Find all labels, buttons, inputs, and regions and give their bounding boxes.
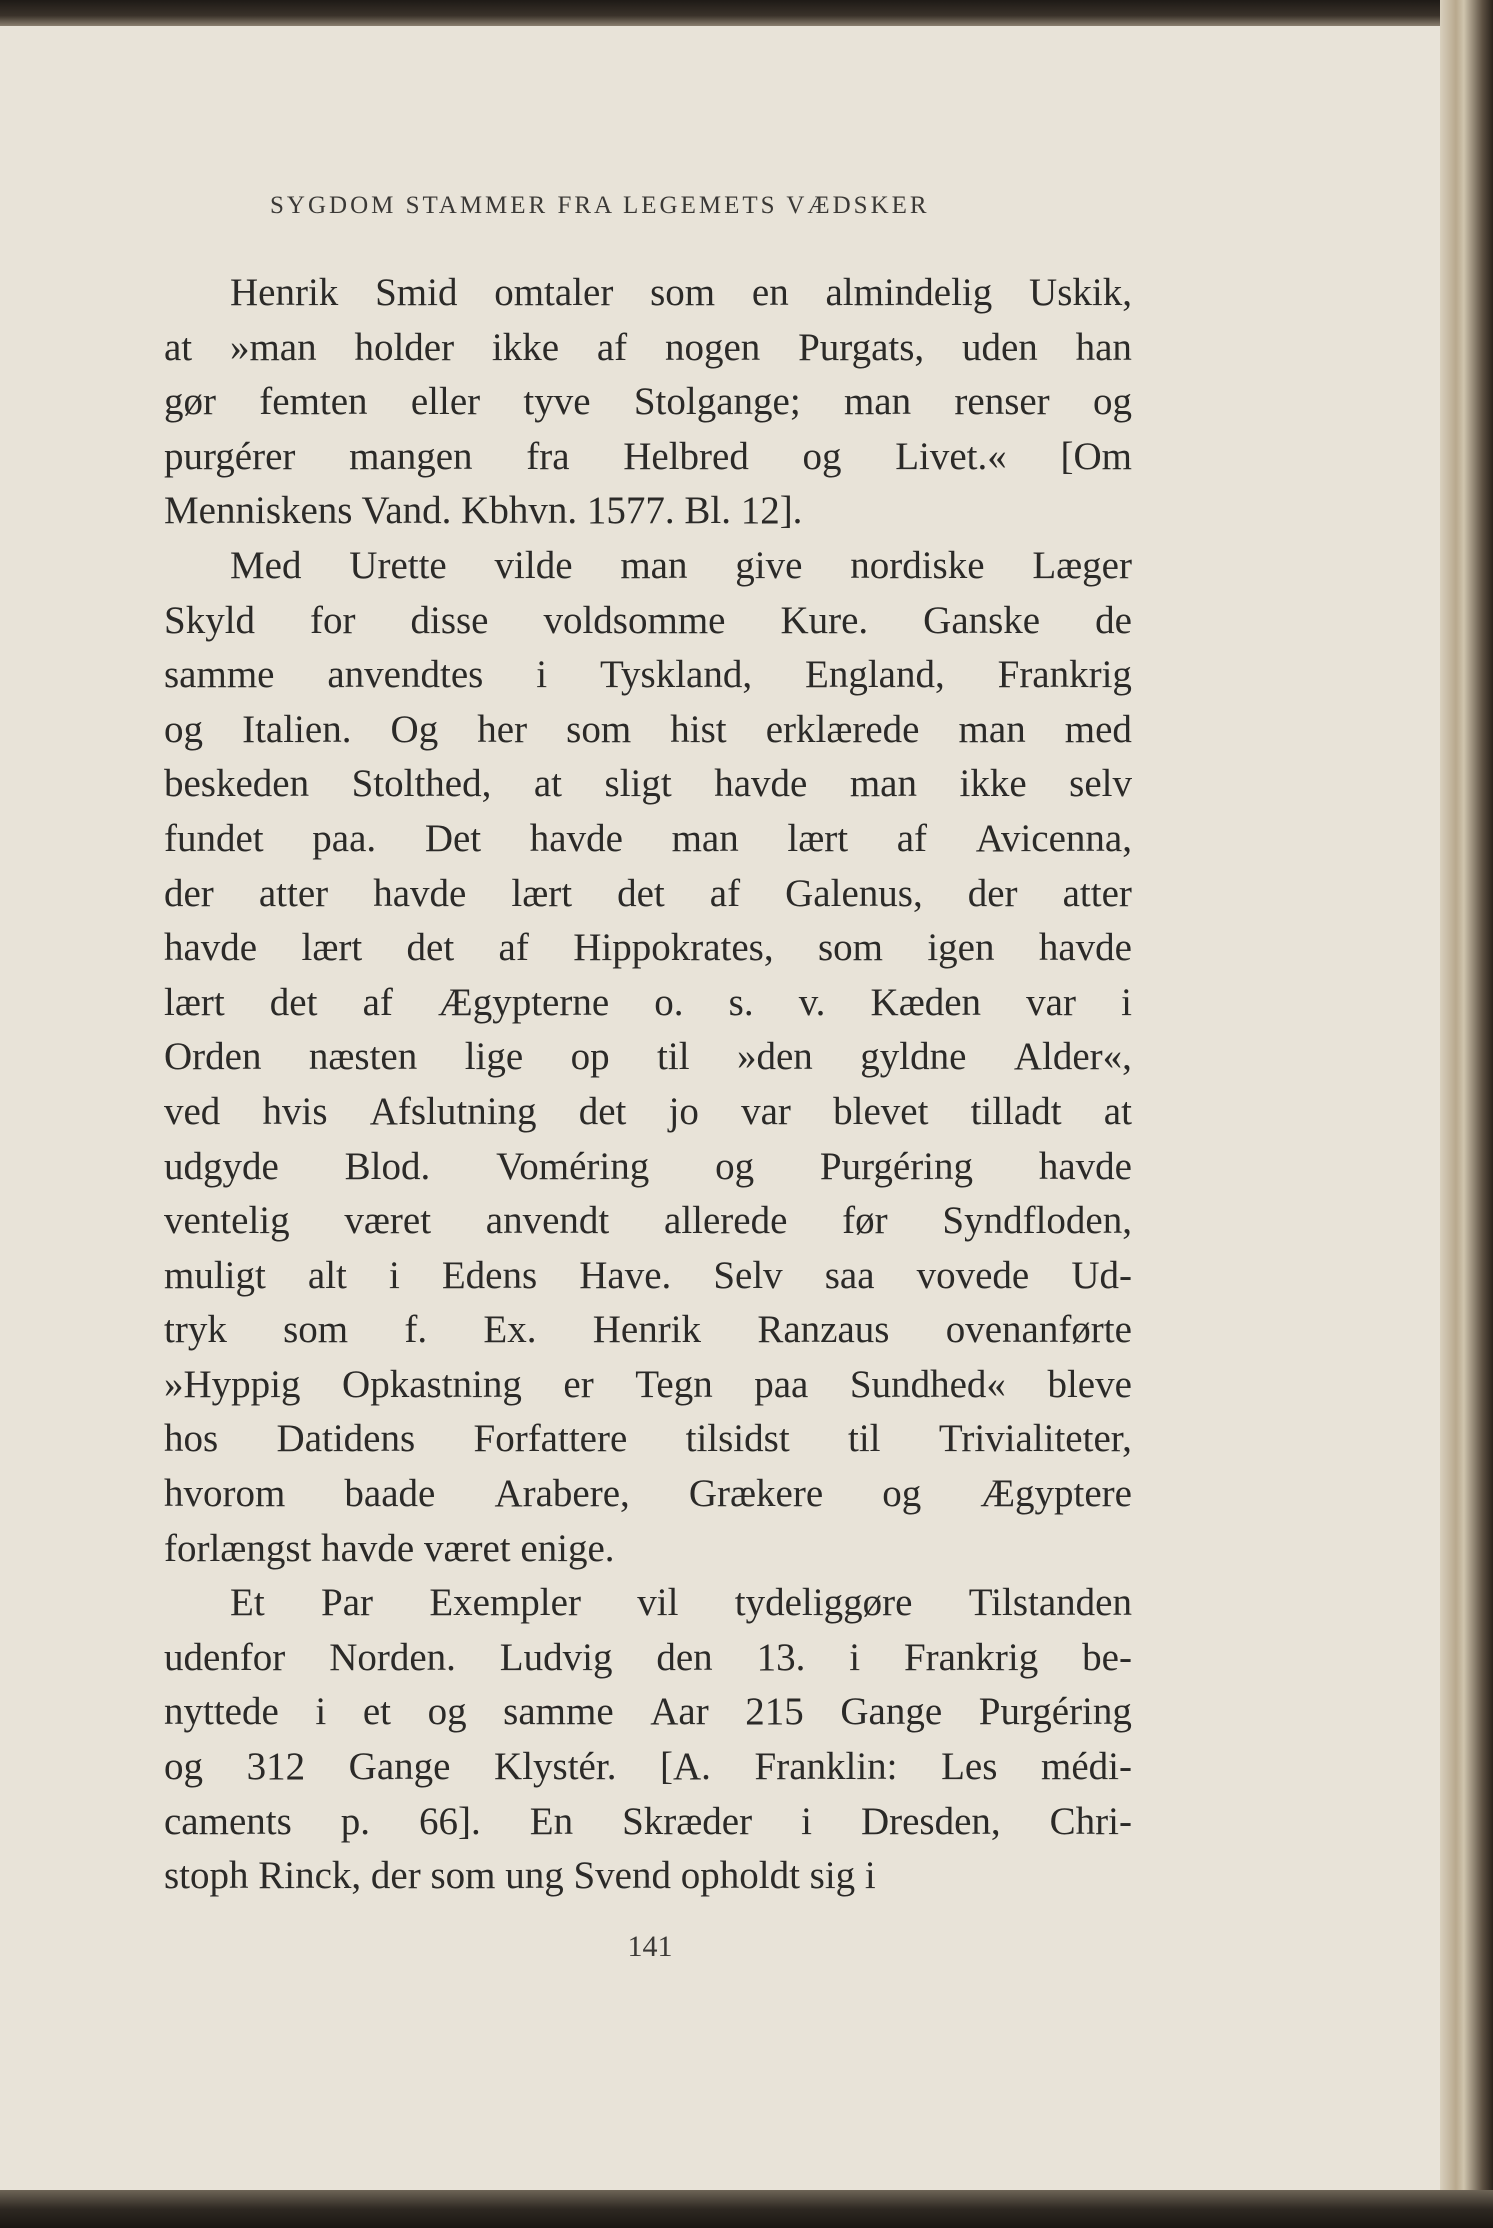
scan-top-edge [0, 0, 1493, 26]
page-number: 141 [627, 1930, 673, 1963]
text-line: Menniskens Vand. Kbhvn. 1577. Bl. 12]. [164, 489, 803, 533]
text-line: gør femten eller tyve Stolgange; man renser og [164, 380, 1132, 424]
text-line: Et Par Exempler vil tydeliggøre Tilstanden [230, 1581, 1132, 1625]
text-line: at »man holder ikke af nogen Purgats, uden han [164, 325, 1132, 369]
text-line: Orden næsten lige op til »den gyldne Alder«, [164, 1035, 1132, 1079]
text-line: tryk som f. Ex. Henrik Ranzaus ovenanførte [164, 1308, 1132, 1352]
text-line: forlængst havde været enige. [164, 1526, 615, 1570]
text-line: Henrik Smid omtaler som en almindelig Uskik, [230, 271, 1132, 314]
text-line: beskeden Stolthed, at sligt havde man ikke selv [164, 762, 1132, 806]
running-head: SYGDOM STAMMER FRA LEGEMETS VÆDSKER [270, 192, 930, 219]
text-line: muligt alt i Edens Have. Selv saa vovede Ud- [164, 1253, 1132, 1297]
body-text [164, 266, 1132, 1904]
scan-bottom-edge [0, 2190, 1493, 2228]
text-line: Med Urette vilde man give nordiske Læger [230, 543, 1132, 587]
text-line: samme anvendtes i Tyskland, England, Frankrig [164, 653, 1132, 697]
text-line: nyttede i et og samme Aar 215 Gange Purgéring [164, 1690, 1132, 1734]
book-fore-edge [1440, 0, 1493, 2228]
text-line: hvorom baade Arabere, Grækere og Ægyptere [164, 1472, 1132, 1516]
text-line: Skyld for disse voldsomme Kure. Ganske de [164, 598, 1132, 642]
text-line: purgérer mangen fra Helbred og Livet.« [Om [164, 434, 1132, 478]
text-line: stoph Rinck, der som ung Svend opholdt sig i [164, 1854, 876, 1898]
text-line: fundet paa. Det havde man lært af Avicenna, [164, 816, 1132, 860]
text-line: og Italien. Og her som hist erklærede man med [164, 707, 1132, 751]
text-line: hos Datidens Forfattere tilsidst til Trivialiteter, [164, 1417, 1132, 1461]
text-line: der atter havde lært det af Galenus, der atter [164, 871, 1132, 915]
text-line: lært det af Ægypterne o. s. v. Kæden var i [164, 980, 1132, 1024]
text-line: caments p. 66]. En Skræder i Dresden, Chri- [164, 1799, 1132, 1843]
text-line: ved hvis Afslutning det jo var blevet tilladt at [164, 1089, 1132, 1133]
text-line: ventelig været anvendt allerede før Syndfloden, [164, 1199, 1132, 1243]
text-line: og 312 Gange Klystér. [A. Franklin: Les médi- [164, 1745, 1132, 1789]
text-line: udgyde Blod. Voméring og Purgéring havde [164, 1144, 1132, 1188]
text-line: havde lært det af Hippokrates, som igen havde [164, 926, 1132, 970]
text-line: »Hyppig Opkastning er Tegn paa Sundhed« bleve [164, 1362, 1132, 1406]
text-line: udenfor Norden. Ludvig den 13. i Frankrig be- [164, 1635, 1132, 1679]
